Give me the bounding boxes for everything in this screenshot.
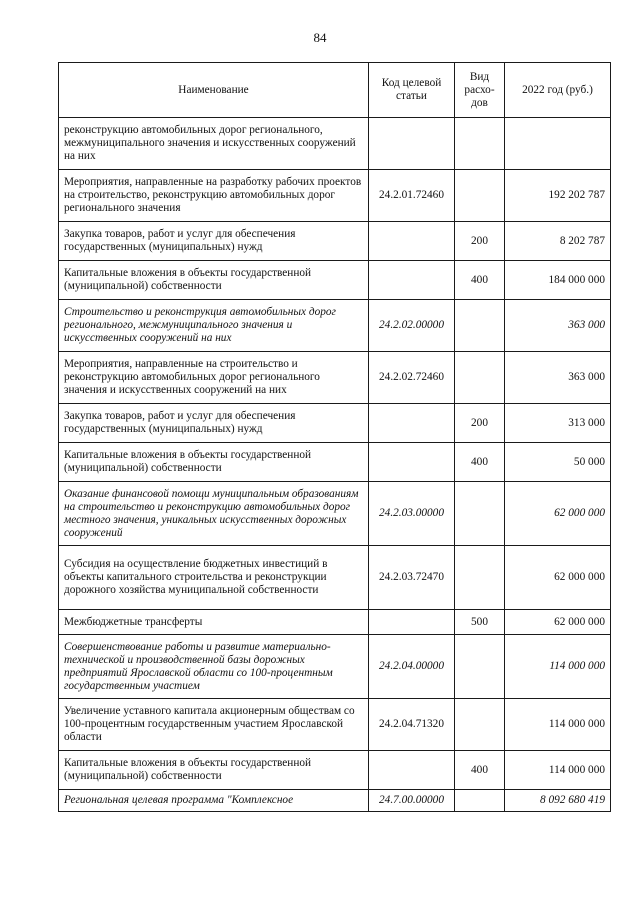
row-code: 24.2.02.00000 [369, 300, 455, 352]
row-amount: 363 000 [505, 352, 611, 404]
row-code [369, 610, 455, 635]
row-amount: 8 202 787 [505, 222, 611, 261]
row-name: реконструкцию автомобильных дорог регионального, межмуниципального значения и искусственных сооружений на них [59, 118, 369, 170]
row-code: 24.2.01.72460 [369, 170, 455, 222]
row-code: 24.2.03.00000 [369, 482, 455, 546]
row-type: 200 [455, 222, 505, 261]
row-amount: 313 000 [505, 404, 611, 443]
row-type [455, 699, 505, 751]
row-amount: 50 000 [505, 443, 611, 482]
row-code [369, 404, 455, 443]
table-row [59, 352, 611, 404]
table-row [59, 170, 611, 222]
header-row [59, 63, 611, 118]
table-row [59, 482, 611, 546]
table-row [59, 546, 611, 610]
row-name: Капитальные вложения в объекты государственной (муниципальной) собственности [59, 751, 369, 790]
row-code [369, 443, 455, 482]
row-name: Строительство и реконструкция автомобильных дорог регионального, межмуниципального значения и искусственных сооружений на них [59, 300, 369, 352]
table-row [59, 610, 611, 635]
row-name: Региональная целевая программа "Комплексное [59, 790, 369, 812]
row-code: 24.2.03.72470 [369, 546, 455, 610]
row-name: Субсидия на осуществление бюджетных инвестиций в объекты капитального строительства и реконструкции дорожного хозяйства муниципальной собственности [59, 546, 369, 610]
row-type: 400 [455, 751, 505, 790]
row-type: 200 [455, 404, 505, 443]
row-name: Мероприятия, направленные на разработку рабочих проектов на строительство, реконструкцию автомобильных дорог регионального значения [59, 170, 369, 222]
budget-table [58, 62, 611, 812]
row-name: Закупка товаров, работ и услуг для обеспечения государственных (муниципальных) нужд [59, 222, 369, 261]
row-type [455, 546, 505, 610]
row-amount: 62 000 000 [505, 482, 611, 546]
row-amount: 114 000 000 [505, 635, 611, 699]
table-row [59, 261, 611, 300]
page-number: 84 [313, 30, 327, 45]
row-name: Капитальные вложения в объекты государственной (муниципальной) собственности [59, 443, 369, 482]
row-code: 24.2.04.71320 [369, 699, 455, 751]
row-code [369, 261, 455, 300]
row-type [455, 118, 505, 170]
row-name: Мероприятия, направленные на строительство и реконструкцию автомобильных дорог регионального значения и искусственных сооружений на них [59, 352, 369, 404]
row-type: 400 [455, 443, 505, 482]
row-amount [505, 118, 611, 170]
table-row [59, 222, 611, 261]
row-name: Увеличение уставного капитала акционерным обществам со 100-процентным государственным участием Ярославской области [59, 699, 369, 751]
row-amount: 192 202 787 [505, 170, 611, 222]
row-type [455, 300, 505, 352]
table-row [59, 118, 611, 170]
header-name: Наименование [59, 63, 369, 118]
table-row [59, 443, 611, 482]
row-name: Капитальные вложения в объекты государственной (муниципальной) собственности [59, 261, 369, 300]
row-name: Межбюджетные трансферты [59, 610, 369, 635]
row-code: 24.2.02.72460 [369, 352, 455, 404]
table-row [59, 404, 611, 443]
row-code: 24.7.00.00000 [369, 790, 455, 812]
row-type [455, 352, 505, 404]
row-type [455, 790, 505, 812]
row-amount: 114 000 000 [505, 699, 611, 751]
row-type: 400 [455, 261, 505, 300]
row-type: 500 [455, 610, 505, 635]
row-amount: 114 000 000 [505, 751, 611, 790]
row-code [369, 751, 455, 790]
row-code [369, 118, 455, 170]
row-amount: 363 000 [505, 300, 611, 352]
row-amount: 62 000 000 [505, 546, 611, 610]
row-name: Оказание финансовой помощи муниципальным образованиям на строительство и реконструкцию автомобильных дорог местного значения, уникальных искусственных дорожных сооружений [59, 482, 369, 546]
row-amount: 62 000 000 [505, 610, 611, 635]
table-row [59, 635, 611, 699]
row-amount: 8 092 680 419 [505, 790, 611, 812]
table-row [59, 699, 611, 751]
header-type: Вид расхо-дов [455, 63, 505, 118]
row-code [369, 222, 455, 261]
table-row [59, 300, 611, 352]
row-code: 24.2.04.00000 [369, 635, 455, 699]
row-type [455, 635, 505, 699]
row-amount: 184 000 000 [505, 261, 611, 300]
row-name: Совершенствование работы и развитие материально-технической и производственной базы дорожных предприятий Ярославской области со 100-процентным государственным участием [59, 635, 369, 699]
table-row [59, 790, 611, 812]
header-amount: 2022 год (руб.) [505, 63, 611, 118]
row-type [455, 482, 505, 546]
table-row [59, 751, 611, 790]
header-code: Код целевой статьи [369, 63, 455, 118]
row-type [455, 170, 505, 222]
row-name: Закупка товаров, работ и услуг для обеспечения государственных (муниципальных) нужд [59, 404, 369, 443]
